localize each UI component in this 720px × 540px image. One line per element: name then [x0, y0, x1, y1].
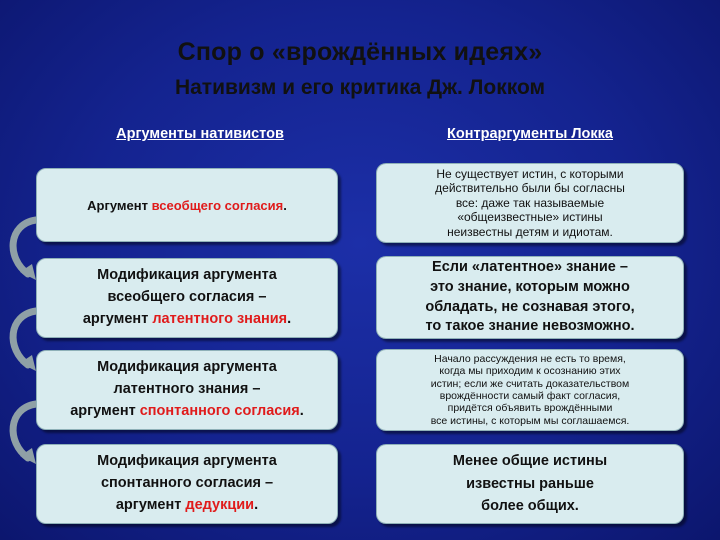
counterargument-box-3 [376, 349, 684, 431]
counterargument-line: придётся объявить врождёнными [447, 402, 613, 415]
counterargument-line: обладать, не сознавая этого, [425, 298, 635, 315]
argument-highlight: спонтанного согласия [139, 402, 300, 419]
counterargument-line: Менее общие истины [452, 453, 608, 470]
argument-text: Аргумент [87, 197, 152, 213]
argument-text: аргумент [70, 402, 140, 419]
argument-line: спонтанного согласия – [100, 475, 274, 492]
argument-text: аргумент [82, 310, 153, 327]
slide-subtitle: Нативизм и его критика Дж. Локком [174, 76, 546, 99]
argument-highlight: всеобщего согласия [151, 197, 284, 213]
counterargument-line: истин; если же считать доказательством [430, 377, 630, 390]
column-header-nativists: Аргументы нативистов [116, 126, 284, 142]
counterargument-line: Начало рассуждения не есть то время, [434, 352, 626, 365]
counterargument-box-1 [376, 163, 684, 243]
counterargument-box-2 [376, 256, 684, 339]
argument-line: всеобщего согласия – [107, 289, 267, 306]
argument-punct: . [254, 496, 259, 513]
argument-box-latent-knowledge [36, 258, 338, 338]
argument-text: аргумент [115, 496, 186, 513]
counterargument-line: все истины, с которым мы соглашаемся. [430, 414, 630, 427]
argument-highlight: дедукции [185, 496, 255, 513]
counterargument-box-4 [376, 444, 684, 524]
counterargument-line: Не существует истин, с которыми [436, 167, 624, 182]
argument-box-spontaneous-consent [36, 350, 338, 430]
argument-punct: . [283, 197, 287, 213]
argument-line: Модификация аргумента [97, 267, 277, 284]
counterargument-line: неизвестны детям и идиотам. [447, 224, 613, 239]
column-header-locke: Контраргументы Локка [447, 126, 613, 142]
argument-line: Модификация аргумента [97, 453, 277, 470]
argument-line: латентного знания – [113, 381, 261, 398]
counterargument-line: Если «латентное» знание – [432, 259, 628, 276]
argument-box-deduction [36, 444, 338, 524]
counterargument-line: когда мы приходим к осознанию этих [439, 365, 621, 378]
argument-punct: . [287, 310, 292, 327]
counterargument-line: все: даже так называемые [455, 195, 605, 210]
counterargument-line: «общеизвестные» истины [457, 210, 603, 225]
argument-box-universal-consent [36, 168, 338, 242]
counterargument-line: врождённости самый факт согласия, [439, 390, 621, 402]
argument-highlight: латентного знания [152, 310, 288, 327]
argument-line: Модификация аргумента [97, 359, 277, 376]
counterargument-line: известны раньше [466, 475, 594, 492]
counterargument-line: то такое знание невозможно. [425, 318, 635, 335]
counterargument-line: действительно были бы согласны [435, 181, 625, 196]
slide-title: Спор о «врождённых идеях» [177, 38, 543, 66]
counterargument-line: это знание, которым можно [430, 278, 630, 295]
argument-punct: . [299, 402, 304, 419]
counterargument-line: более общих. [481, 498, 579, 515]
